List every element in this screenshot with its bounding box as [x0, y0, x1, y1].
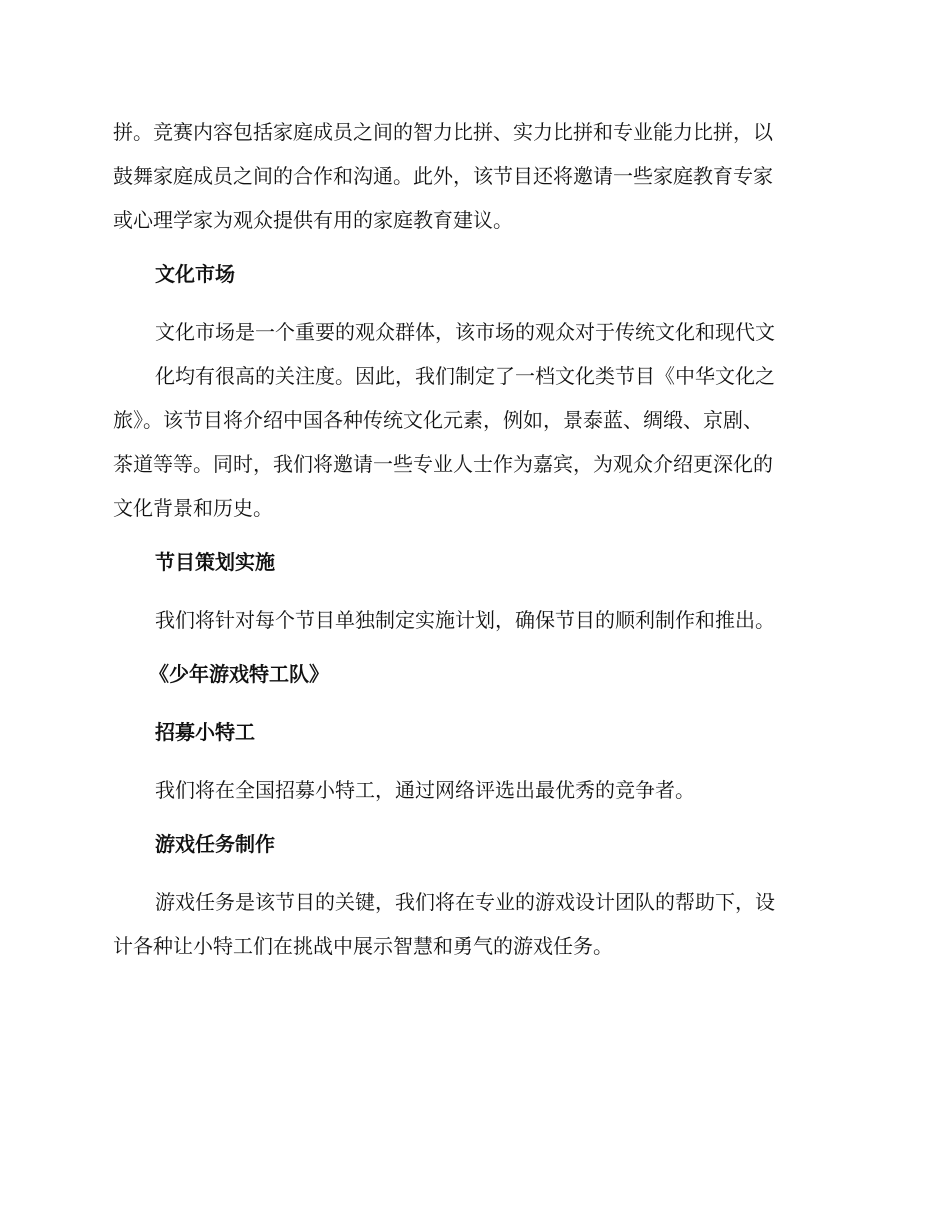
section-heading-culture-market: 文化市场 — [155, 262, 235, 286]
text-line: 拼。竞赛内容包括家庭成员之间的智力比拼、实力比拼和专业能力比拼，以 — [113, 120, 773, 144]
section-heading-game-task-production: 游戏任务制作 — [155, 832, 275, 856]
text-line: 茶道等等。同时，我们将邀请一些专业人士作为嘉宾，为观众介绍更深化的 — [113, 452, 773, 476]
paragraph-program-implementation — [113, 598, 832, 642]
text-line: 计各种让小特工们在挑战中展示智慧和勇气的游戏任务。 — [113, 934, 613, 958]
text-line: 游戏任务是该节目的关键，我们将在专业的游戏设计团队的帮助下，设 — [155, 890, 775, 914]
section-heading-recruit-agents: 招募小特工 — [155, 720, 255, 744]
text-line: 鼓舞家庭成员之间的合作和沟通。此外，该节目还将邀请一些家庭教育专家 — [113, 164, 773, 188]
section-heading-program-implementation: 节目策划实施 — [155, 550, 275, 574]
text-line: 我们将在全国招募小特工，通过网络评选出最优秀的竞争者。 — [155, 778, 695, 802]
text-line: 或心理学家为观众提供有用的家庭教育建议。 — [113, 208, 513, 232]
text-line: 旅》。该节目将介绍中国各种传统文化元素，例如，景泰蓝、绸缎、京剧、 — [113, 408, 763, 432]
text-line: 文化市场是一个重要的观众群体，该市场的观众对于传统文化和现代文 — [155, 320, 775, 344]
text-line: 文化背景和历史。 — [113, 496, 273, 520]
paragraph-recruit-agents — [113, 768, 832, 812]
paragraph-culture-market — [113, 310, 832, 530]
text-line: 我们将针对每个节目单独制定实施计划，确保节目的顺利制作和推出。 — [155, 608, 775, 632]
paragraph-family-competition — [113, 110, 832, 242]
section-heading-youth-agent-team: 《少年游戏特工队》 — [149, 662, 329, 686]
text-line: 化均有很高的关注度。因此，我们制定了一档文化类节目《中华文化之 — [155, 364, 775, 388]
paragraph-game-task-production — [113, 880, 832, 968]
